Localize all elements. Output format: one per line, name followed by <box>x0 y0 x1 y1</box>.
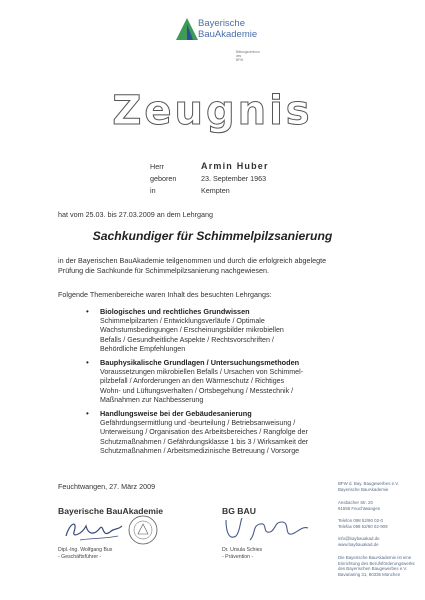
signatory-name: Dr. Ursula Schies <box>222 547 263 553</box>
topic-description: Voraussetzungen mikrobiellen Befalls / Ursachen von Schimmel- pilzbefall / Anforderungen an den Wärmeschutz / Richtiges Wohn- und Lüftungsverhalten / Ortsbegehung / Messtechnik / Maßnahmen zur Nachbesserung <box>100 368 304 404</box>
topic-heading: Bauphysikalische Grundlagen / Untersuchungsmethoden <box>100 358 300 367</box>
address-block-phone: Telefon 098 52/90 02-0 Telefax 098 52/90 02-909 <box>338 518 388 529</box>
topic-description: Gefährdungsermittlung und -beurteilung / Betriebsanweisung / Unterweisung / Organisation des Arbeitsbereiches / Rangfolge der Schutzmaßnahmen / Gefährdungsklasse 1 bis 3 / Wirksamkeit der Schutzmaßnahmen / Arbeitsmedizinische Betreuung / Vorsorge <box>100 419 309 455</box>
course-title: Sachkundiger für Schimmelpilzsanierung <box>92 229 333 243</box>
person-name: Armin Huber <box>201 161 269 171</box>
signatory-details <box>222 547 262 560</box>
address-block-web: info@baybauakad.de www.baybauakad.de <box>338 536 380 547</box>
topics-intro: Folgende Themenbereiche waren Inhalt des besuchten Lehrgangs: <box>58 290 272 299</box>
label-born: geboren <box>150 174 177 183</box>
bullet-icon: • <box>86 307 89 316</box>
topic-item <box>86 358 370 405</box>
birth-date: 23. September 1963 <box>201 174 267 183</box>
logo-triangle-icon <box>176 18 198 42</box>
place-and-date: Feuchtwangen, 27. März 2009 <box>58 482 156 491</box>
topic-description: Schimmelpilzarten / Entwicklungsverläufe / Optimale Wachstumsbedingungen / Erscheinungsbilder mikrobiellen Befalls / Gesundheitliche Aspekte / Rechtsvorschriften / Behördliche Empfehlungen <box>100 317 284 353</box>
signature-schies <box>222 512 312 546</box>
signatory-org: BG BAU <box>222 506 256 516</box>
label-name: Herr <box>150 162 164 171</box>
seal-stamp <box>128 515 158 545</box>
bullet-icon: • <box>86 358 89 367</box>
address-block-street: Ansbacher Str. 20 91555 Feuchtwangen <box>338 500 381 511</box>
logo-subtitle: Bildungszentrum des BFW <box>236 50 260 62</box>
person-details <box>0 161 425 201</box>
signatory-name: Dipl.-Ing. Wolfgang Bux <box>58 547 113 553</box>
bullet-icon: • <box>86 409 89 418</box>
topic-item <box>86 409 370 456</box>
topic-heading: Handlungsweise bei der Gebäudesanierung <box>100 409 252 418</box>
address-block-note: Die Bayerische BauAkademie ist eine Einrichtung des Berufsförderungswerks des Bayerischen Baugewerbes e.V. Bavariaring 31, 80336 München <box>338 555 415 577</box>
signatory-org: Bayerische BauAkademie <box>58 506 164 516</box>
signatory-details <box>58 547 112 560</box>
signatory-role: - Prävention - <box>222 553 254 560</box>
intro-text: in der Bayerischen BauAkademie teilgenommen und durch die erfolgreich abgelegte Prüfung die Sachkunde für Schimmelpilzsanierung nachgewiesen. <box>58 256 327 275</box>
bauakademie-logo <box>170 16 290 76</box>
label-place: in <box>150 186 156 195</box>
birth-place: Kempten <box>201 186 230 195</box>
topic-item <box>86 307 370 354</box>
signature-bux <box>60 514 130 544</box>
course-dates: hat vom 25.03. bis 27.03.2009 an dem Lehrgang <box>58 210 214 219</box>
topic-heading: Biologisches und rechtliches Grundwissen <box>100 307 250 316</box>
address-block-organisation: BFW d. Bay. Baugewerbes e.V. Bayerische BauAkademie <box>338 481 400 492</box>
logo-name: Bayerische BauAkademie <box>198 18 258 40</box>
signatory-role: - Geschäftsführer - <box>58 553 102 560</box>
document-title: Zeugnis <box>112 88 313 134</box>
